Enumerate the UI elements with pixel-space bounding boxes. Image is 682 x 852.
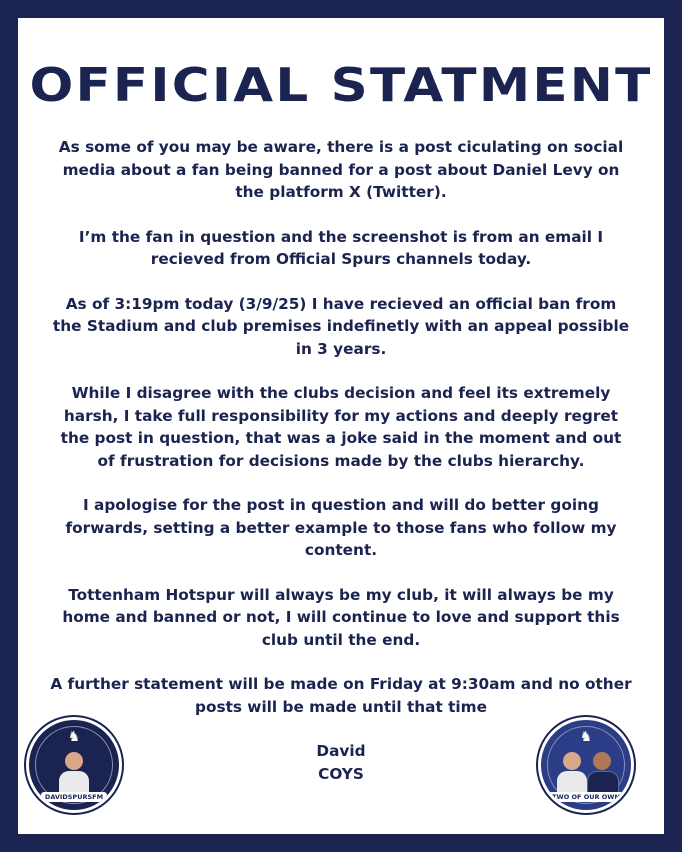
statement-title: OFFICIAL STATMENT bbox=[29, 58, 653, 112]
paragraph-3: As of 3:19pm today (3/9/25) I have recieved an official ban from the Stadium and club premises indefinetly with an appeal possible in 3 years. bbox=[52, 294, 630, 358]
paragraph-4: While I disagree with the clubs decision and feel its extremely harsh, I take full responsibility for my actions and deeply regret the post in question, that was a joke said in the moment and out of frustration for decisions made by the clubs hierarchy. bbox=[60, 384, 622, 470]
badge-label-right: TWO OF OUR OWN bbox=[548, 792, 624, 802]
paragraph-7: A further statement will be made on Friday at 9:30am and no other posts will be made until that time bbox=[50, 675, 632, 716]
person-avatar bbox=[59, 752, 89, 792]
two-of-our-own-badge bbox=[538, 717, 634, 813]
badge-label-left: DAVIDSPURSFM bbox=[41, 792, 107, 802]
statement-body bbox=[50, 136, 632, 785]
cockerel-icon: ♞ bbox=[67, 729, 81, 745]
person-avatar bbox=[587, 752, 617, 792]
paragraph-1: As some of you may be aware, there is a post ciculating on social media about a fan being banned for a post about Daniel Levy on the platform X (Twitter). bbox=[58, 138, 624, 201]
paragraph-6: Tottenham Hotspur will always be my club, it will always be my home and banned or not, I will continue to love and support this club until the end. bbox=[62, 585, 620, 649]
paragraph-2: I’m the fan in question and the screenshot is from an email I recieved from Official Spurs channels today. bbox=[78, 227, 604, 268]
statement-card bbox=[18, 18, 664, 834]
paragraph-5: I apologise for the post in question and will do better going forwards, setting a better example to those fans who follow my content. bbox=[65, 496, 617, 559]
signature-name: David bbox=[316, 742, 366, 760]
cockerel-icon: ♞ bbox=[579, 729, 593, 745]
signature-sign-off: COYS bbox=[318, 764, 364, 783]
davidspursfm-badge bbox=[26, 717, 122, 813]
person-avatar bbox=[557, 752, 587, 792]
